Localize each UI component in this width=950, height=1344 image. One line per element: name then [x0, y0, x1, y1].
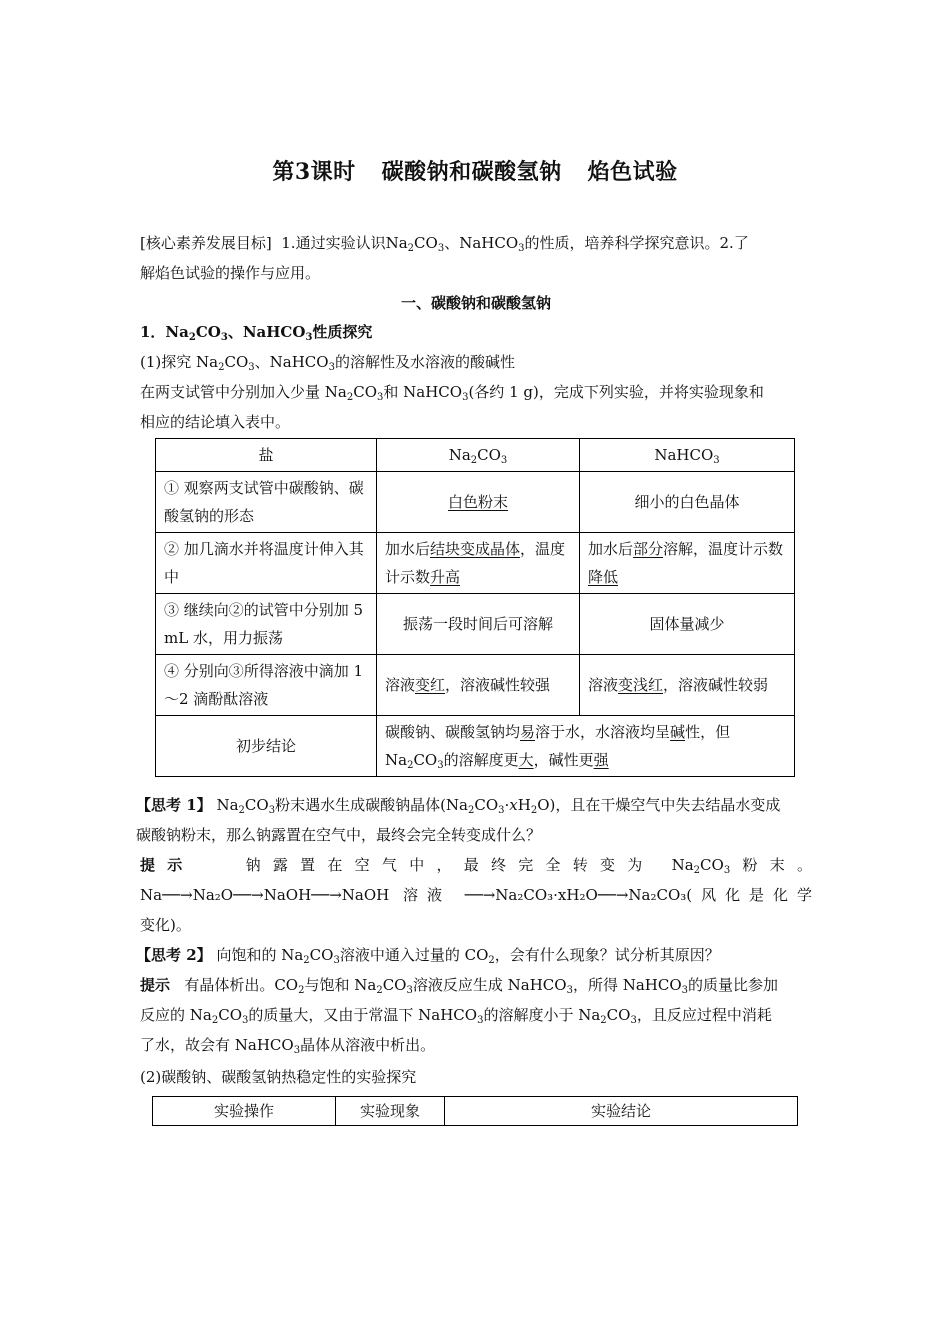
row1-nahco3: 细小的白色晶体 [580, 472, 795, 533]
row2-operation: ② 加几滴水并将温度计伸入其中 [156, 533, 377, 594]
title-flame: 焰色试验 [587, 159, 678, 185]
table-row [156, 716, 795, 777]
think2-label: 【思考 2】 [136, 946, 212, 964]
row4-operation: ④ 分别向③所得溶液中滴加 1～2 滴酚酞溶液 [156, 655, 377, 716]
goals-paragraph: [核心素养发展目标] 1.通过实验认识$Na_2CO_3$、NaHCO$_3$的性质，培养科学探究意识。2.了 解焰色试验的操作与应用。 [140, 234, 749, 282]
think1-label: 【思考 1】 [136, 796, 212, 814]
title-lesson: 第3课时 [272, 159, 356, 185]
table-row [156, 655, 795, 716]
think2-question: 【思考 2】 向饱和的 $Na_2CO_3$溶液中通入过量的 $CO_2$，会有什么现象？试分析其原因？ [136, 946, 720, 966]
think2-hint: 提示 有晶体析出。$CO_2$与饱和 $Na_2CO_3$溶液反应生成 NaHCO$_3$，所得 NaHCO$_3$的质量比参加 反应的 $Na_2CO_3$的质量大，又由于常温下 NaHCO$_3$的溶解度小于 $Na_2CO_3$，且反应过程中消耗 了水，故会有 NaHCO$_3$晶体从溶液中析出。 [140, 976, 779, 1056]
row1-na2co3: 白色粉末 [377, 472, 580, 533]
intro-paragraph: 在两支试管中分别加入少量 $Na_2CO_3$和 NaHCO$_3$(各约 1 g)，完成下列实验，并将实验现象和 相应的结论填入表中。 [140, 383, 764, 431]
header-conclusion: 实验结论 [445, 1097, 798, 1126]
header-nahco3: NaHCO$_3$ [580, 439, 795, 472]
row2-nahco3: 加水后部分溶解，温度计示数降低 [580, 533, 795, 594]
think1-chain-end: 变化)。 [140, 916, 191, 934]
section-heading: 一、碳酸钠和碳酸氢钠 [400, 294, 551, 312]
header-operation: 实验操作 [153, 1097, 336, 1126]
table-row [156, 533, 795, 594]
row3-nahco3: 固体量减少 [580, 594, 795, 655]
subheading-solubility: (1)探究 $Na_2CO_3$、NaHCO$_3$的溶解性及水溶液的酸碱性 [140, 353, 515, 373]
think1-chain: Na──→Na₂O──→NaOH──→NaOH 溶液 ──→Na₂CO₃·xH₂O──→Na₂CO₃(风化是化学 [140, 886, 812, 904]
table-header-row [156, 439, 795, 472]
think1-hint: 提示 钠露置在空气中，最终完全转变为 $Na_2CO_3$粉末。 [140, 856, 812, 876]
row1-operation: ① 观察两支试管中碳酸钠、碳酸氢钠的形态 [156, 472, 377, 533]
table-row [156, 472, 795, 533]
header-na2co3: $Na_2CO_3$ [377, 439, 580, 472]
thermal-table [152, 1096, 798, 1126]
table-row [156, 594, 795, 655]
subheading-thermal: (2)碳酸钠、碳酸氢钠热稳定性的实验探究 [140, 1068, 417, 1086]
title-topic: 碳酸钠和碳酸氢钠 [381, 159, 562, 185]
row5-conclusion: 碳酸钠、碳酸氢钠均易溶于水，水溶液均呈碱性，但 $Na_2CO_3$的溶解度更大，碱性更强 [377, 716, 795, 777]
table-header-row [153, 1097, 798, 1126]
row4-na2co3: 溶液变红，溶液碱性较强 [377, 655, 580, 716]
row2-na2co3: 加水后结块变成晶体，温度计示数升高 [377, 533, 580, 594]
row3-operation: ③ 继续向②的试管中分别加 5 mL 水，用力振荡 [156, 594, 377, 655]
properties-table [155, 438, 795, 777]
row5-label: 初步结论 [156, 716, 377, 777]
goals-label: [核心素养发展目标] [140, 234, 272, 252]
header-phenomenon: 实验现象 [336, 1097, 445, 1126]
row4-nahco3: 溶液变浅红，溶液碱性较弱 [580, 655, 795, 716]
page-title [0, 155, 950, 186]
header-salt: 盐 [156, 439, 377, 472]
think1-question: 【思考 1】 $Na_2CO_3$粉末遇水生成碳酸钠晶体$(Na_2CO_3\cdot xH_2O)$，且在干燥空气中失去结晶水变成 碳酸钠粉末，那么钠露置在空气中，最终会完全转变成什么？ [136, 796, 781, 844]
row3-na2co3: 振荡一段时间后可溶解 [377, 594, 580, 655]
subheading-properties: 1．$Na_2CO_3$、NaHCO$_3$性质探究 [140, 323, 373, 343]
